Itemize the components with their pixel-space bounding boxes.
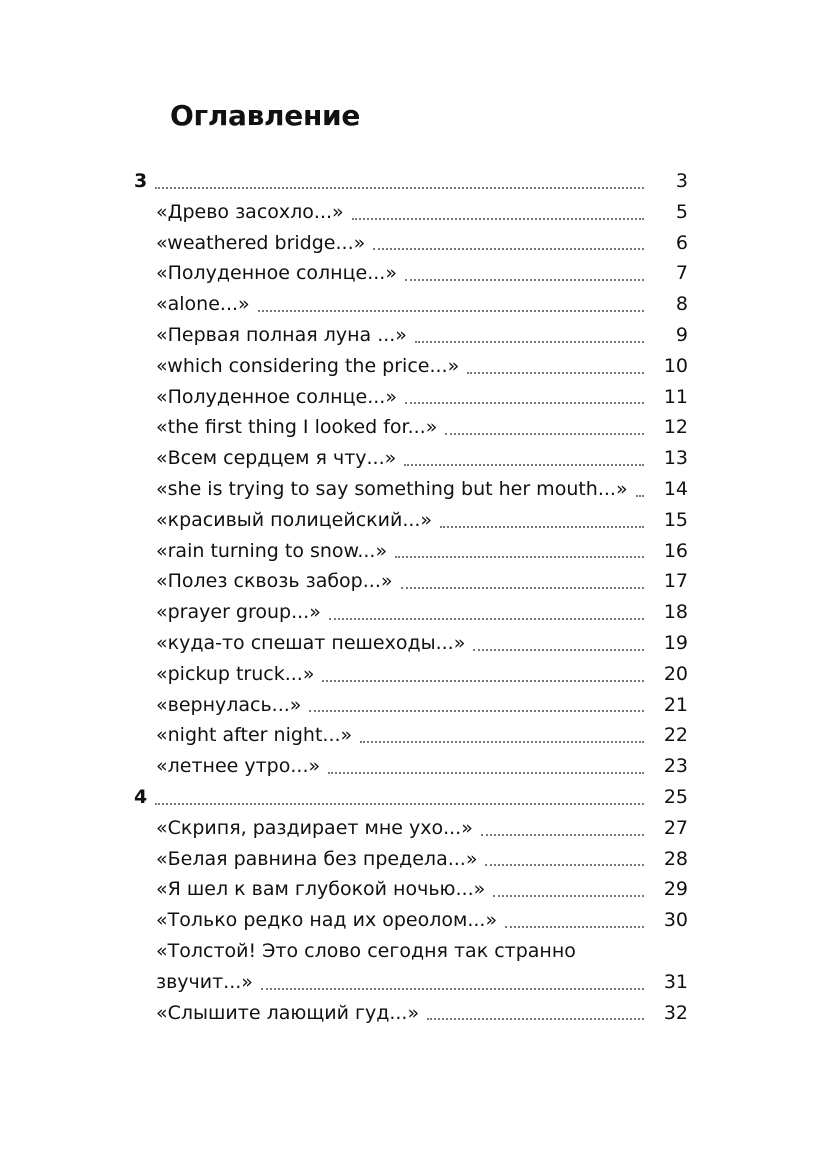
toc-entry-label: «alone...» (156, 293, 250, 316)
toc-entry-label: «Только редко над их ореолом...» (156, 909, 498, 932)
toc-entry[interactable] (134, 659, 688, 690)
toc-page-number: 15 (663, 508, 688, 531)
toc-entry[interactable] (134, 320, 688, 351)
toc-entry[interactable] (134, 751, 688, 782)
toc-entry[interactable] (134, 536, 688, 567)
dot-leader (373, 247, 644, 250)
toc-entry-label: «Всем сердцем я чту...» (156, 447, 397, 470)
table-of-contents (134, 166, 688, 1028)
toc-entry[interactable] (134, 813, 688, 844)
toc-entry-label: «Слышите лающий гуд...» (156, 1001, 420, 1024)
toc-entry[interactable] (134, 597, 688, 628)
toc-entry[interactable] (134, 720, 688, 751)
toc-entry-label: «she is trying to say something but her mouth...» (156, 477, 628, 500)
page-title: Оглавление (170, 99, 361, 132)
toc-page-number: 31 (663, 970, 688, 993)
dot-leader (405, 401, 644, 404)
dot-leader (155, 186, 644, 189)
toc-entry[interactable] (134, 628, 688, 659)
dot-leader (322, 679, 644, 682)
toc-entry[interactable] (134, 967, 688, 998)
toc-entry[interactable] (134, 690, 688, 721)
toc-entry-label: «Первая полная луна ...» (156, 323, 407, 346)
dot-leader (328, 771, 644, 774)
toc-entry-label: «prayer group...» (156, 601, 321, 624)
toc-entry-label: «rain turning to snow...» (156, 539, 388, 562)
toc-page-number: 9 (675, 323, 688, 346)
dot-leader (258, 309, 644, 312)
toc-entry[interactable] (134, 351, 688, 382)
toc-entry-label: «Белая равнина без предела...» (156, 847, 478, 870)
toc-page-number: 29 (663, 878, 688, 901)
toc-entry-label: «which considering the price...» (156, 354, 460, 377)
dot-leader (485, 863, 644, 866)
toc-page-number: 21 (663, 693, 688, 716)
toc-entry-label: «pickup truck...» (156, 662, 315, 685)
dot-leader (405, 278, 644, 281)
dot-leader (360, 740, 644, 743)
toc-page-number: 7 (675, 262, 688, 285)
toc-section[interactable] (134, 166, 688, 197)
dot-leader (329, 617, 644, 620)
dot-leader (155, 802, 644, 805)
toc-entry[interactable] (134, 412, 688, 443)
toc-page-number: 13 (663, 447, 688, 470)
toc-entry-label-line: «Толстой! Это слово сегодня так странно (156, 939, 576, 962)
toc-page-number: 3 (675, 170, 688, 192)
toc-page-number: 20 (663, 662, 688, 685)
toc-entry[interactable] (134, 258, 688, 289)
toc-page-number: 27 (663, 816, 688, 839)
toc-page-number: 17 (663, 570, 688, 593)
toc-page-number: 5 (675, 200, 688, 223)
toc-page-number: 19 (663, 631, 688, 654)
toc-entry[interactable] (134, 197, 688, 228)
dot-leader (481, 833, 644, 836)
dot-leader (395, 555, 644, 558)
toc-entry-label: «вернулась...» (156, 693, 302, 716)
toc-entry[interactable] (134, 566, 688, 597)
toc-page-number: 8 (675, 293, 688, 316)
toc-entry-label: «летнее утро...» (156, 755, 321, 778)
toc-entry-label: «night after night...» (156, 724, 353, 747)
toc-entry[interactable] (134, 382, 688, 413)
toc-entry[interactable] (134, 844, 688, 875)
toc-entry-label: «the first thing I looked for...» (156, 416, 438, 439)
toc-entry[interactable] (134, 905, 688, 936)
toc-page-number: 12 (663, 416, 688, 439)
dot-leader (352, 217, 644, 220)
dot-leader (473, 648, 644, 651)
dot-leader (427, 1017, 644, 1020)
dot-leader (415, 340, 644, 343)
toc-page-number: 16 (663, 539, 688, 562)
dot-leader (309, 709, 644, 712)
dot-leader (493, 894, 644, 897)
toc-entry-label: «Полуденное солнце...» (156, 262, 397, 285)
toc-section-label: 4 (134, 785, 148, 808)
toc-page-number: 14 (663, 477, 688, 500)
toc-page-number: 28 (663, 847, 688, 870)
toc-entry[interactable] (134, 289, 688, 320)
dot-leader (467, 371, 644, 374)
toc-entry-label: «красивый полицейский...» (156, 508, 433, 531)
dot-leader (505, 925, 644, 928)
dot-leader (404, 463, 644, 466)
toc-entry-label: «Скрипя, раздирает мне ухо...» (156, 816, 473, 839)
toc-section[interactable] (134, 782, 688, 813)
dot-leader (440, 525, 644, 528)
toc-entry-label: «Я шел к вам глубокой ночью...» (156, 878, 486, 901)
toc-entry[interactable] (134, 443, 688, 474)
toc-page-number: 22 (663, 724, 688, 747)
toc-entry-label: звучит...» (156, 970, 253, 993)
toc-entry[interactable] (134, 474, 688, 505)
toc-page-number: 11 (663, 385, 688, 408)
toc-entry-label: «Древо засохло...» (156, 200, 344, 223)
toc-section-label: 3 (134, 170, 148, 192)
toc-page-number: 23 (663, 755, 688, 778)
toc-entry-label: «куда-то спешат пешеходы...» (156, 631, 466, 654)
toc-entry-label: «Полез сквозь забор...» (156, 570, 393, 593)
toc-page-number: 18 (663, 601, 688, 624)
toc-entry-label: «weathered bridge...» (156, 231, 366, 254)
dot-leader (261, 987, 644, 990)
toc-page-number: 10 (663, 354, 688, 377)
toc-entry[interactable] (134, 505, 688, 536)
dot-leader (401, 586, 645, 589)
dot-leader (445, 432, 644, 435)
toc-page-number: 6 (675, 231, 688, 254)
toc-entry-label: «Полуденное солнце...» (156, 385, 397, 408)
dot-leader (636, 494, 644, 497)
toc-page-number: 30 (663, 909, 688, 932)
toc-page-number: 32 (663, 1001, 688, 1024)
toc-page-number: 25 (663, 785, 688, 808)
toc-entry[interactable] (134, 228, 688, 259)
toc-entry[interactable] (134, 874, 688, 905)
toc-entry[interactable] (134, 998, 688, 1029)
